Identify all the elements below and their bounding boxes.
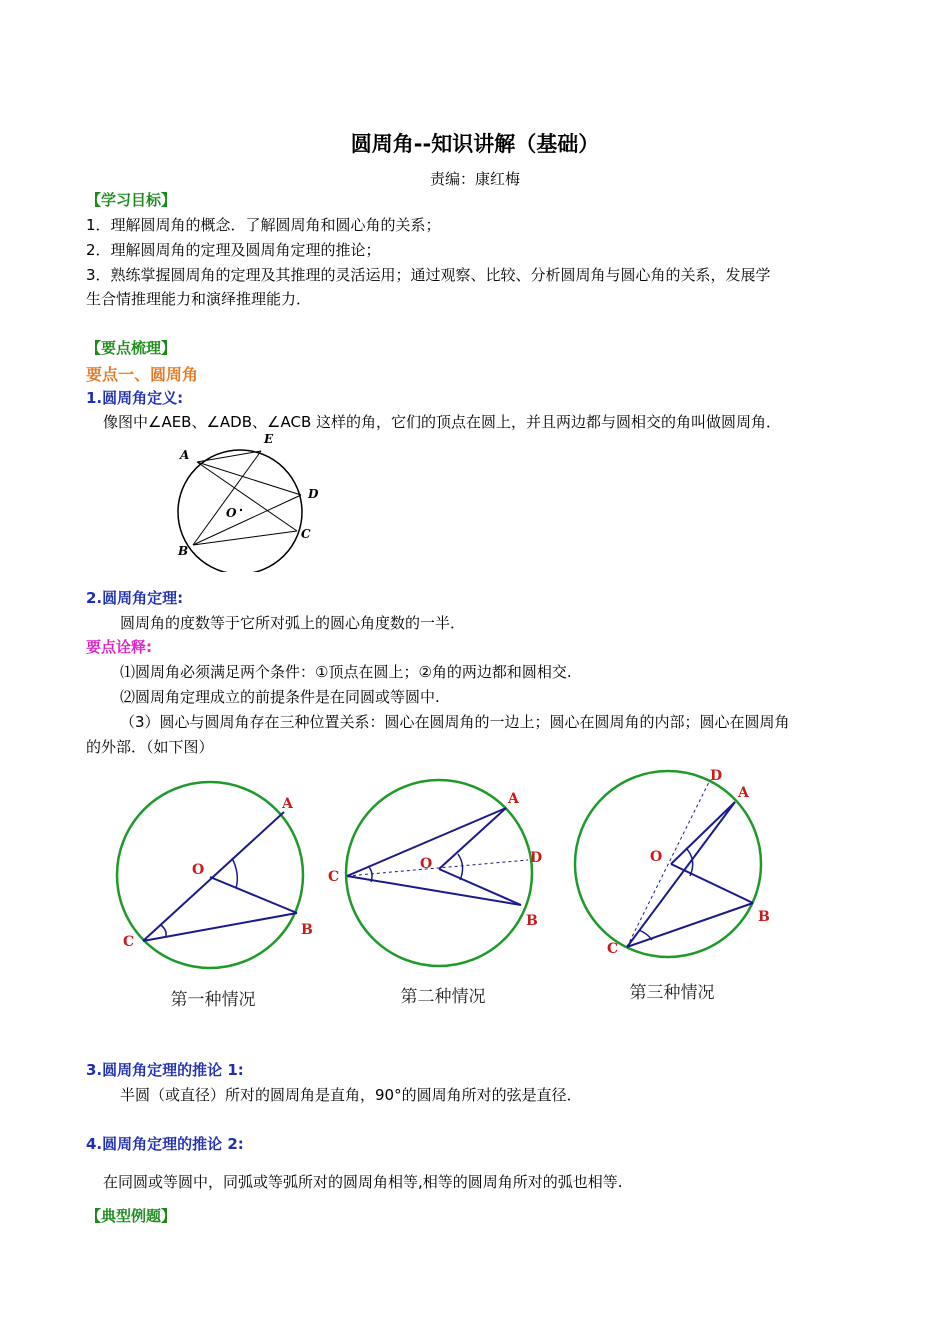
points-header: 【要点梳理】 <box>86 339 177 357</box>
case3-label: C <box>607 941 619 957</box>
page-title: 圆周角--知识讲解（基础） <box>350 132 600 156</box>
definition-header: 1.圆周角定义: <box>86 389 184 407</box>
notes-header: 要点诠释: <box>86 638 152 656</box>
case2-caption: 第二种情况 <box>400 987 486 1007</box>
case3-diagram <box>575 768 770 1003</box>
editor-line: 责编：康红梅 <box>429 170 520 188</box>
inscribed-angles-figure <box>170 432 330 572</box>
examples-header: 【典型例题】 <box>86 1207 177 1225</box>
case3-label: O <box>650 849 663 865</box>
case3-label: B <box>758 909 770 925</box>
note-item: ⑵圆周角定理成立的前提条件是在同圆或等圆中. <box>120 688 440 706</box>
figure1-label: O <box>226 506 237 520</box>
note-item: ⑴圆周角必须满足两个条件：①顶点在圆上；②角的两边都和圆相交. <box>120 663 572 681</box>
theorem-text: 圆周角的度数等于它所对弧上的圆心角度数的一半． <box>120 614 466 632</box>
case1-label: A <box>282 796 293 812</box>
note-item: 的外部．（如下图） <box>86 738 214 756</box>
case2-label: A <box>508 791 519 807</box>
three-cases-figure <box>100 760 800 1020</box>
case1-caption: 第一种情况 <box>170 990 256 1010</box>
corollary2-text: 在同圆或等圆中，同弧或等弧所对的圆周角相等,相等的圆周角所对的弧也相等. <box>103 1173 623 1191</box>
theorem-header: 2.圆周角定理: <box>86 589 184 607</box>
figure1-chords <box>193 451 301 545</box>
case2-label: D <box>530 850 543 866</box>
case2-label: C <box>328 869 340 885</box>
case2-label: O <box>420 856 433 872</box>
figure1-center-dot <box>240 509 242 511</box>
case1-label: C <box>123 934 135 950</box>
definition-text: 像图中∠AEB、∠ADB、∠ACB 这样的角，它们的顶点在圆上，并且两边都与圆相交的角叫做圆周角． <box>103 413 782 431</box>
corollary1-text: 半圆（或直径）所对的圆周角是直角，90°的圆周角所对的弦是直径． <box>120 1086 582 1104</box>
goals-header: 【学习目标】 <box>86 191 177 209</box>
case1-label: O <box>192 862 205 878</box>
case1-label: B <box>301 922 313 938</box>
goal-item: 生合情推理能力和演绎推理能力． <box>86 290 312 308</box>
figure1-label: D <box>308 487 319 501</box>
goal-item: 1．理解圆周角的概念．了解圆周角和圆心角的关系； <box>86 216 441 234</box>
figure1-label: E <box>264 432 274 446</box>
case1-diagram <box>117 782 313 1010</box>
goal-item: 2．理解圆周角的定理及圆周角定理的推论； <box>86 241 381 259</box>
corollary1-header: 3.圆周角定理的推论 1: <box>86 1061 244 1079</box>
case2-label: B <box>526 913 538 929</box>
point1-header: 要点一、圆周角 <box>86 365 199 384</box>
figure1-label: B <box>178 544 189 558</box>
case3-label: A <box>738 785 749 801</box>
goal-item: 3．熟练掌握圆周角的定理及其推理的灵活运用；通过观察、比较、分析圆周角与圆心角的关系，发展学 <box>86 266 771 284</box>
figure1-label: C <box>301 527 311 541</box>
case3-label: D <box>710 768 723 784</box>
case3-caption: 第三种情况 <box>629 983 715 1003</box>
figure1-label: A <box>180 448 190 462</box>
corollary2-header: 4.圆周角定理的推论 2: <box>86 1135 244 1153</box>
figure1-circle <box>178 450 302 572</box>
note-item: （3）圆心与圆周角存在三种位置关系：圆心在圆周角的一边上；圆心在圆周角的内部；圆心在圆周角 <box>120 713 790 731</box>
case2-diagram <box>328 780 542 1007</box>
